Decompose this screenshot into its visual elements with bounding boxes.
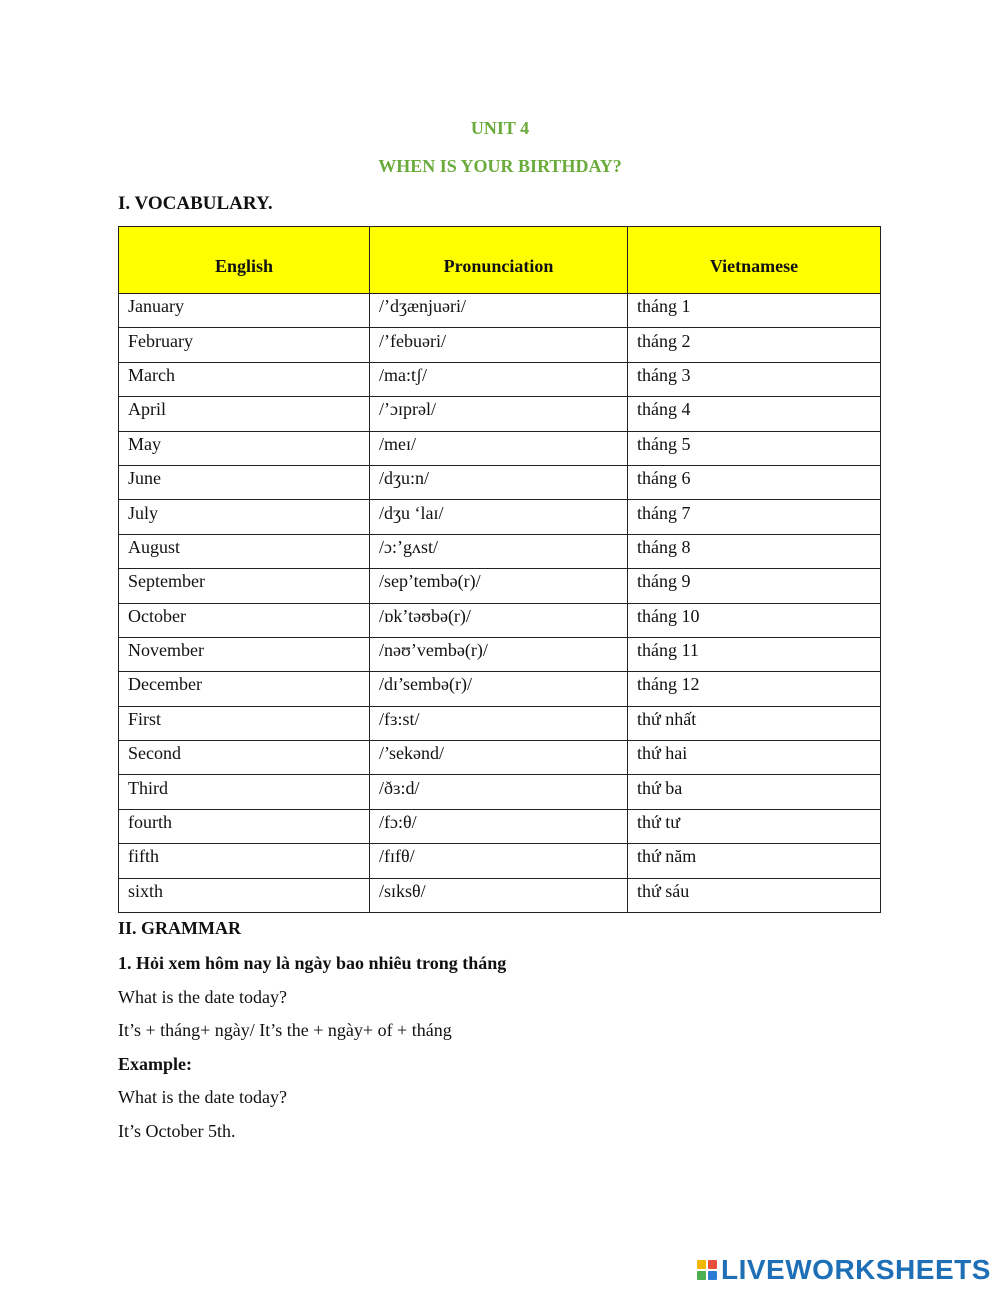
table-header-row bbox=[119, 227, 881, 294]
grammar-question: What is the date today? bbox=[118, 987, 287, 1007]
english-cell: Second bbox=[119, 741, 370, 775]
pronunciation-cell: /dʒu:n/ bbox=[370, 465, 628, 499]
pronunciation-cell: /sɪksθ/ bbox=[370, 878, 628, 912]
vietnamese-cell: thứ sáu bbox=[628, 878, 881, 912]
table-row bbox=[119, 534, 881, 568]
table-row bbox=[119, 569, 881, 603]
english-cell: May bbox=[119, 431, 370, 465]
table-row bbox=[119, 637, 881, 671]
vietnamese-cell: tháng 4 bbox=[628, 397, 881, 431]
english-cell: November bbox=[119, 637, 370, 671]
vietnamese-cell: tháng 11 bbox=[628, 637, 881, 671]
table-row bbox=[119, 603, 881, 637]
example-question: What is the date today? bbox=[118, 1087, 287, 1107]
vietnamese-cell: tháng 5 bbox=[628, 431, 881, 465]
pronunciation-cell: /fɜ:st/ bbox=[370, 706, 628, 740]
vietnamese-cell: thứ nhất bbox=[628, 706, 881, 740]
vietnamese-cell: thứ tư bbox=[628, 809, 881, 843]
table-row bbox=[119, 500, 881, 534]
english-cell: fifth bbox=[119, 844, 370, 878]
english-cell: February bbox=[119, 328, 370, 362]
vietnamese-cell: tháng 12 bbox=[628, 672, 881, 706]
english-cell: July bbox=[119, 500, 370, 534]
logo-block-icon bbox=[708, 1271, 717, 1280]
logo-block-icon bbox=[697, 1271, 706, 1280]
english-cell: June bbox=[119, 465, 370, 499]
column-header-pronunciation: Pronunciation bbox=[370, 227, 628, 294]
vietnamese-cell: tháng 3 bbox=[628, 362, 881, 396]
grammar-structure: It’s + tháng+ ngày/ It’s the + ngày+ of + tháng bbox=[118, 1020, 452, 1040]
vietnamese-cell: tháng 9 bbox=[628, 569, 881, 603]
table-row bbox=[119, 397, 881, 431]
table-row bbox=[119, 878, 881, 912]
english-cell: January bbox=[119, 294, 370, 328]
english-cell: December bbox=[119, 672, 370, 706]
table-row bbox=[119, 362, 881, 396]
table-row bbox=[119, 672, 881, 706]
pronunciation-cell: /fɔ:θ/ bbox=[370, 809, 628, 843]
table-row bbox=[119, 775, 881, 809]
logo-text: LIVEWORKSHEETS bbox=[721, 1254, 991, 1285]
vietnamese-cell: thứ hai bbox=[628, 741, 881, 775]
pronunciation-cell: /ma:tʃ/ bbox=[370, 362, 628, 396]
pronunciation-cell: /ðɜ:d/ bbox=[370, 775, 628, 809]
english-cell: September bbox=[119, 569, 370, 603]
example-answer: It’s October 5th. bbox=[118, 1121, 236, 1141]
table-row bbox=[119, 844, 881, 878]
pronunciation-cell: /sep’tembə(r)/ bbox=[370, 569, 628, 603]
english-cell: sixth bbox=[119, 878, 370, 912]
english-cell: April bbox=[119, 397, 370, 431]
english-cell: fourth bbox=[119, 809, 370, 843]
pronunciation-cell: /ɒk’təʊbə(r)/ bbox=[370, 603, 628, 637]
unit-title: UNIT 4 bbox=[470, 118, 530, 138]
liveworksheets-logo bbox=[697, 1255, 991, 1285]
table-row bbox=[119, 294, 881, 328]
vocabulary-table bbox=[118, 226, 881, 913]
table-row bbox=[119, 706, 881, 740]
grammar-subheading: 1. Hỏi xem hôm nay là ngày bao nhiêu trong tháng bbox=[118, 953, 507, 973]
table-row bbox=[119, 431, 881, 465]
pronunciation-cell: /fɪfθ/ bbox=[370, 844, 628, 878]
example-label: Example: bbox=[118, 1054, 192, 1074]
vietnamese-cell: thứ ba bbox=[628, 775, 881, 809]
pronunciation-cell: /’sekənd/ bbox=[370, 741, 628, 775]
logo-block-icon bbox=[708, 1260, 717, 1269]
english-cell: Third bbox=[119, 775, 370, 809]
pronunciation-cell: /meɪ/ bbox=[370, 431, 628, 465]
vietnamese-cell: tháng 10 bbox=[628, 603, 881, 637]
vietnamese-cell: tháng 6 bbox=[628, 465, 881, 499]
unit-subtitle: WHEN IS YOUR BIRTHDAY? bbox=[378, 156, 622, 176]
logo-block-icon bbox=[697, 1260, 706, 1269]
pronunciation-cell: /’ɔɪprəl/ bbox=[370, 397, 628, 431]
table-row bbox=[119, 741, 881, 775]
column-header-vietnamese: Vietnamese bbox=[628, 227, 881, 294]
liveworksheets-logo-icon bbox=[697, 1260, 717, 1280]
vietnamese-cell: tháng 8 bbox=[628, 534, 881, 568]
pronunciation-cell: /dɪ’sembə(r)/ bbox=[370, 672, 628, 706]
vocabulary-heading: I. VOCABULARY. bbox=[118, 193, 273, 214]
table-row bbox=[119, 328, 881, 362]
column-header-english: English bbox=[119, 227, 370, 294]
vietnamese-cell: thứ năm bbox=[628, 844, 881, 878]
english-cell: October bbox=[119, 603, 370, 637]
table-row bbox=[119, 465, 881, 499]
vietnamese-cell: tháng 2 bbox=[628, 328, 881, 362]
english-cell: First bbox=[119, 706, 370, 740]
vietnamese-cell: tháng 7 bbox=[628, 500, 881, 534]
english-cell: March bbox=[119, 362, 370, 396]
pronunciation-cell: /’dʒænjuəri/ bbox=[370, 294, 628, 328]
pronunciation-cell: /’febuəri/ bbox=[370, 328, 628, 362]
grammar-heading: II. GRAMMAR bbox=[118, 918, 241, 938]
pronunciation-cell: /ɔ:’gʌst/ bbox=[370, 534, 628, 568]
vietnamese-cell: tháng 1 bbox=[628, 294, 881, 328]
pronunciation-cell: /nəʊ’vembə(r)/ bbox=[370, 637, 628, 671]
pronunciation-cell: /dʒu ‘laɪ/ bbox=[370, 500, 628, 534]
english-cell: August bbox=[119, 534, 370, 568]
table-row bbox=[119, 809, 881, 843]
